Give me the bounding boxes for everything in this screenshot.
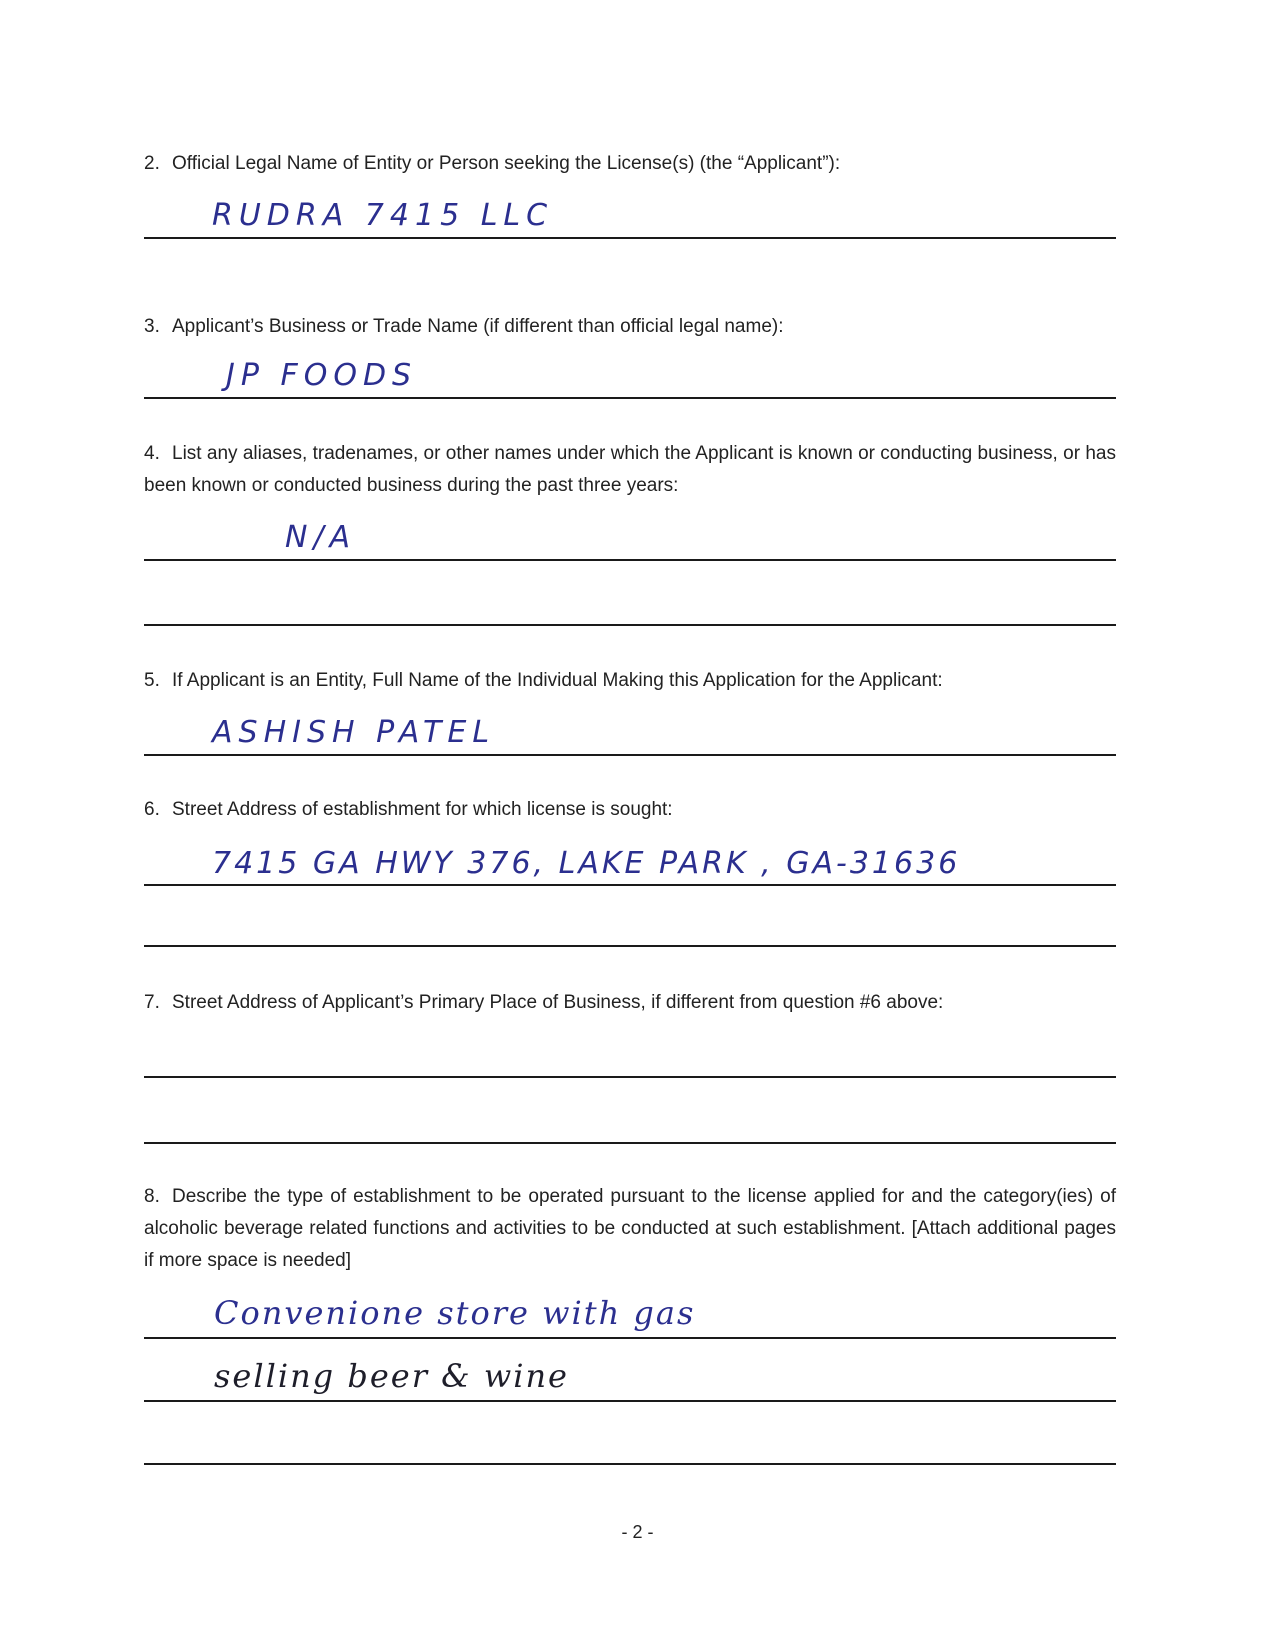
answer-line: [144, 1142, 1116, 1144]
question-7-label: 7. Street Address of Applicant’s Primary Place of Business, if different from question #6 above:: [144, 992, 944, 1013]
question-8-answer-line-2[interactable]: selling beer & wine: [214, 1357, 569, 1395]
answer-line: [144, 1400, 1116, 1402]
answer-line: [144, 559, 1116, 561]
question-5-answer[interactable]: ASHISH PATEL: [212, 715, 496, 750]
answer-line: [144, 397, 1116, 399]
question-6-answer[interactable]: 7415 GA HWY 376, LAKE PARK , GA-31636: [212, 846, 961, 881]
question-3-label: 3. Applicant’s Business or Trade Name (if different than official legal name):: [144, 316, 784, 337]
question-8-answer-line-1[interactable]: Convenione store with gas: [214, 1294, 696, 1332]
answer-line: [144, 1337, 1116, 1339]
answer-line: [144, 1076, 1116, 1078]
answer-line: [144, 237, 1116, 239]
answer-line: [144, 624, 1116, 626]
question-5-label: 5. If Applicant is an Entity, Full Name of the Individual Making this Application for the Applicant:: [144, 670, 943, 691]
answer-line: [144, 945, 1116, 947]
answer-line: [144, 1463, 1116, 1465]
answer-line: [144, 884, 1116, 886]
question-2-answer[interactable]: RUDRA 7415 LLC: [212, 198, 554, 233]
question-4-answer[interactable]: N/A: [285, 520, 357, 555]
page-number: - 2 -: [621, 1522, 654, 1542]
question-2-label: 2. Official Legal Name of Entity or Person seeking the License(s) (the “Applicant”):: [144, 153, 841, 174]
question-6-label: 6. Street Address of establishment for which license is sought:: [144, 799, 673, 820]
answer-line: [144, 754, 1116, 756]
question-3-answer[interactable]: JP FOODS: [226, 358, 418, 393]
question-4-label: 4. List any aliases, tradenames, or other names under which the Applicant is known or conducting business, or has been known or conducted business during the past three years:: [144, 443, 1116, 496]
question-8-label: 8. Describe the type of establishment to be operated pursuant to the license applied for and the category(ies) of alcoholic beverage related functions and activities to be conducted at such establishment. [Attach additional pages if more space is needed]: [144, 1186, 1116, 1271]
